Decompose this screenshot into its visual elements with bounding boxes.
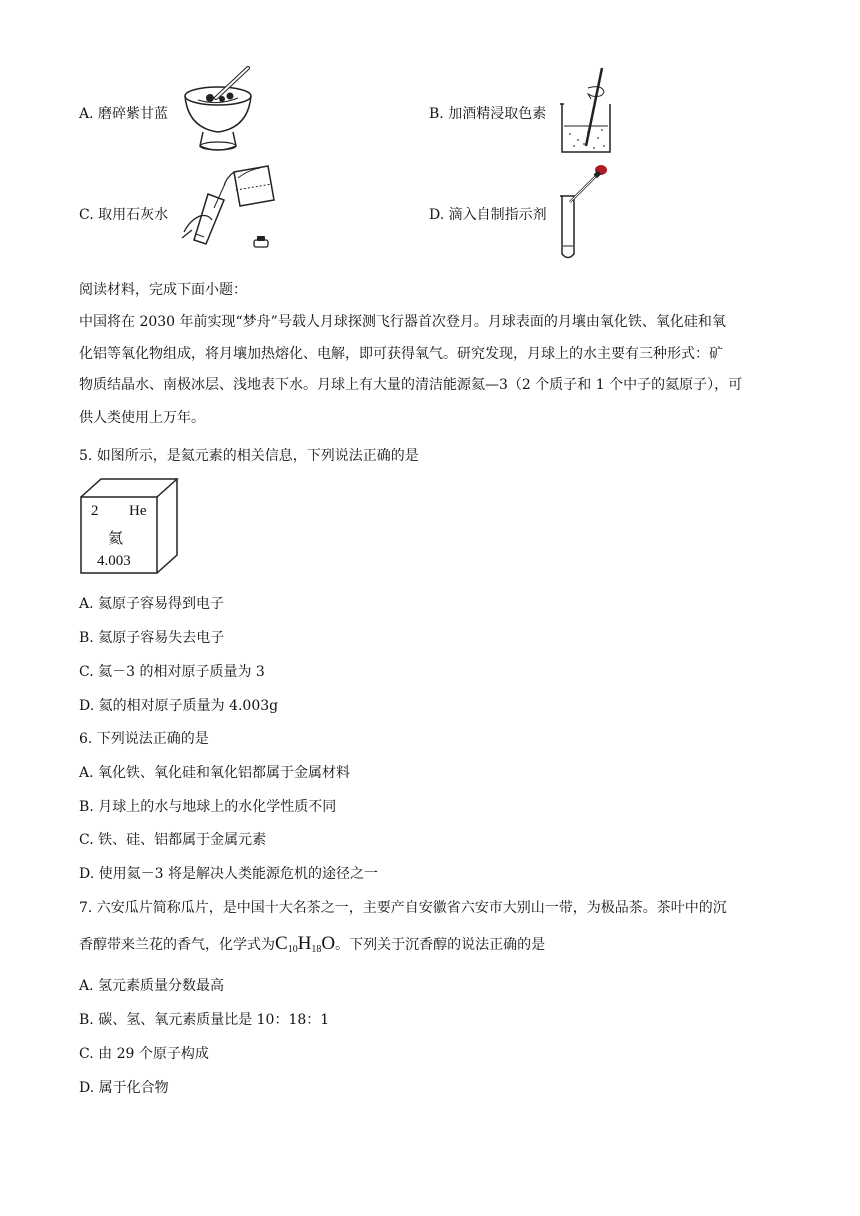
question-7-option: A. 氢元素质量分数最高 [79,978,225,994]
question-6-stem: 6. 下列说法正确的是 [79,731,209,747]
question-7-stem: 7. 六安瓜片简称瓜片，是中国十大名茶之一，主要产自安徽省六安市大别山一带，为极品茶。茶叶中的沉 [79,900,727,916]
question-7-option: D. 属于化合物 [79,1080,169,1096]
element-name: 氦 [108,531,124,547]
option-d-q4: D. 滴入自制指示剂 [429,207,547,223]
atomic-number: 2 [91,503,99,519]
question-6-option: D. 使用氦－3 将是解决人类能源危机的途径之一 [79,866,378,882]
pouring-liquid-icon [178,164,278,260]
reading-line: 中国将在 2030 年前实现“梦舟”号载人月球探测飞行器首次登月。月球表面的月壤由氧化铁、氧化硅和氧 [79,314,726,330]
question-7-option: B. 碳、氢、氧元素质量比是 10：18：1 [79,1012,330,1028]
question-5-option: C. 氦－3 的相对原子质量为 3 [79,664,265,680]
question-6-option: B. 月球上的水与地球上的水化学性质不同 [79,799,337,815]
option-c-q4: C. 取用石灰水 [79,207,169,223]
element-symbol: He [129,503,147,519]
relative-atomic-mass: 4.003 [97,553,131,569]
question-7-stem-line2: 香醇带来兰花的香气，化学式为$C_{10}H_{18}O$。下列关于沉香醇的说法正确的是 [79,933,546,955]
reading-line: 化铝等氧化物组成，将月壤加热熔化、电解，即可获得氧气。研究发现，月球上的水主要有三种形式：矿 [79,346,723,362]
beaker-stirring-rod-icon [558,66,618,158]
reading-line: 物质结晶水、南极冰层、浅地表下水。月球上有大量的清洁能源氦—3（2 个质子和 1 个中子的氦原子），可 [79,377,743,393]
question-7-option: C. 由 29 个原子构成 [79,1046,209,1062]
question-5-option: B. 氦原子容易失去电子 [79,630,225,646]
option-b-q4: B. 加酒精浸取色素 [429,106,547,122]
question-6-option: C. 铁、硅、铝都属于金属元素 [79,832,267,848]
linalool-formula: $C_{10}H_{18}O$ [275,933,336,955]
question-5-option: A. 氦原子容易得到电子 [79,596,225,612]
question-5-stem: 5. 如图所示，是氦元素的相关信息，下列说法正确的是 [79,448,419,464]
question-5-option: D. 氦的相对原子质量为 4.003g [79,698,279,714]
reading-line: 供人类使用上万年。 [79,410,205,426]
mortar-pestle-icon [178,66,258,158]
option-a-q4: A. 磨碎紫甘蓝 [79,106,169,122]
reading-prompt: 阅读材料，完成下面小题： [79,282,247,298]
question-6-option: A. 氧化铁、氧化硅和氧化铝都属于金属材料 [79,765,351,781]
dropper-test-tube-icon [556,162,616,262]
